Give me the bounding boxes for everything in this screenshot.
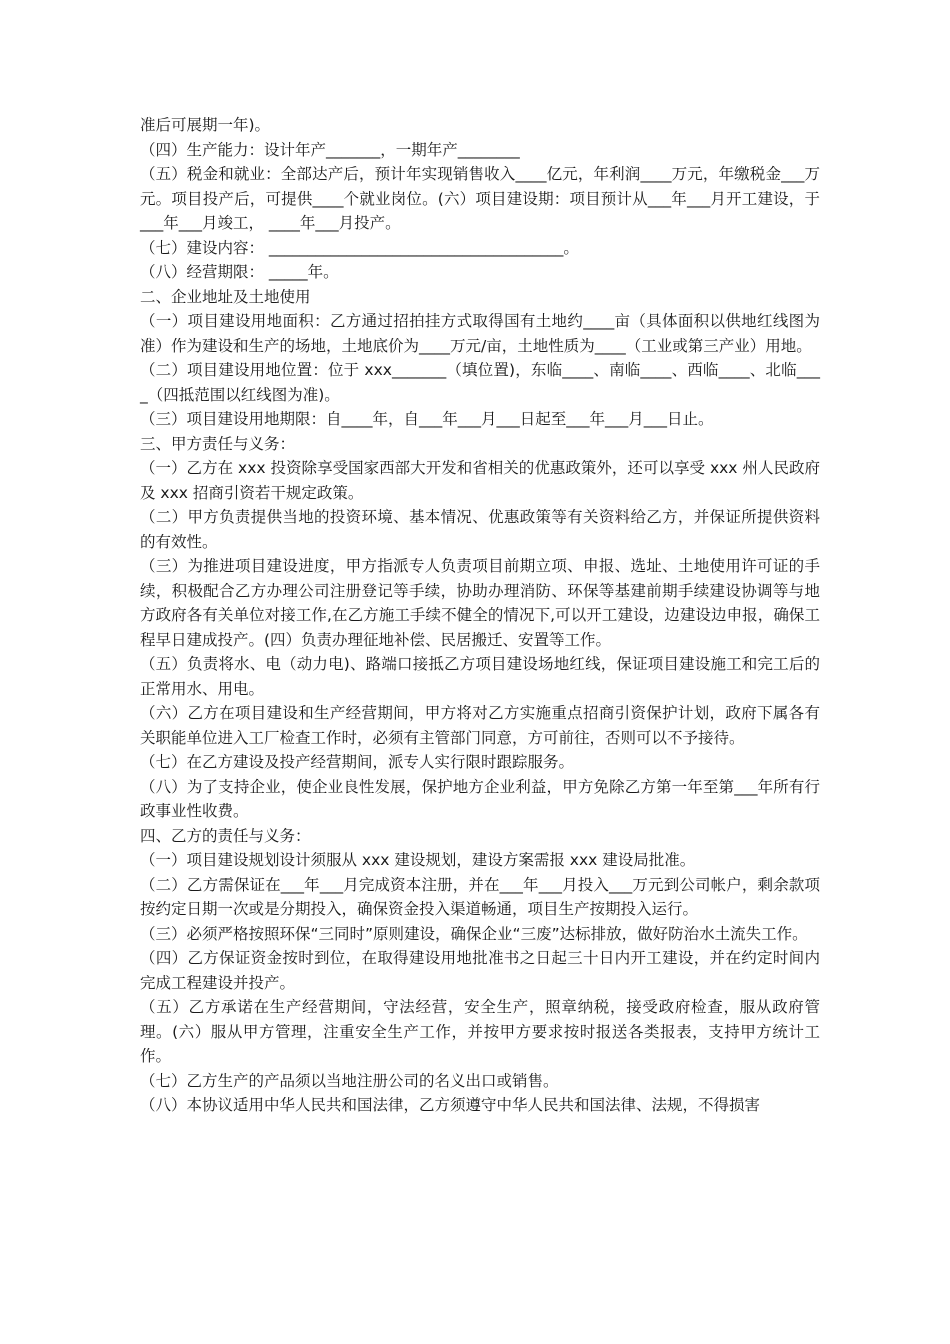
- paragraph-party-b-7: （七）乙方生产的产品须以当地注册公司的名义出口或销售。: [140, 1071, 559, 1090]
- paragraph-party-a-8: （八）为了支持企业，使企业良性发展，保护地方企业利益，甲方免除乙方第一年至第___年所有行政事业性收费。: [140, 777, 820, 820]
- paragraph-party-b-8: （八）本协议适用中华人民共和国法律，乙方须遵守中华人民共和国法律、法规，不得损害: [140, 1096, 761, 1114]
- paragraph-party-a-6: （六）乙方在项目建设和生产经营期间，甲方将对乙方实施重点招商引资保护计划，政府下属各有关职能单位进入工厂检查工作时，必须有主管部门同意，方可前往，否则可以不予接待。: [140, 704, 820, 747]
- paragraph-party-b-5: （五）乙方承诺在生产经营期间，守法经营，安全生产，照章纳税，接受政府检查，服从政府管理。(六）服从甲方管理，注重安全生产工作，并按甲方要求按时报送各类报表，支持甲方统计工作。: [140, 998, 820, 1065]
- section-heading-party-a: 三、甲方责任与义务：: [140, 434, 296, 453]
- section-heading-land: 二、企业地址及土地使用: [140, 287, 311, 306]
- paragraph-land-location: （二）项目建设用地位置：位于 xxx_______（填位置)，东临____、南临____、西临____、北临____（四抵范围以红线图为准)。: [140, 361, 820, 404]
- paragraph-party-b-1: （一）项目建设规划设计须服从 xxx 建设规划，建设方案需报 xxx 建设局批准。: [140, 851, 696, 869]
- paragraph-tax-employment: （五）税金和就业：全部达产后，预计年实现销售收入____亿元，年利润____万元，年缴税金___万元。项目投产后，可提供____个就业岗位。(六）项目建设期：项目预计从___年___月开工建设，于___年___月竣工， ____年___月投产。: [140, 165, 820, 232]
- paragraph-party-a-1: （一）乙方在 xxx 投资除享受国家西部大开发和省相关的优惠政策外，还可以享受 xxx 州人民政府及 xxx 招商引资若干规定政策。: [140, 459, 820, 502]
- paragraph-party-b-4: （四）乙方保证资金按时到位，在取得建设用地批准书之日起三十日内开工建设，并在约定时间内完成工程建设并投产。: [140, 949, 820, 992]
- paragraph-construction-content: （七）建设内容： ______________________________________。: [140, 238, 579, 257]
- paragraph-land-area: （一）项目建设用地面积：乙方通过招拍挂方式取得国有土地约____亩（具体面积以供地红线图为准）作为建设和生产的场地，土地底价为____万元/亩，土地性质为____（工业或第三产业）用地。: [140, 312, 820, 355]
- paragraph-party-a-5: （五）负责将水、电（动力电)、路端口接抵乙方项目建设场地红线，保证项目建设施工和完工后的正常用水、用电。: [140, 655, 820, 698]
- paragraph-party-a-2: （二）甲方负责提供当地的投资环境、基本情况、优惠政策等有关资料给乙方，并保证所提供资料的有效性。: [140, 508, 820, 551]
- paragraph-party-a-3: （三）为推进项目建设进度，甲方指派专人负责项目前期立项、申报、选址、土地使用许可证的手续，积极配合乙方办理公司注册登记等手续，协助办理消防、环保等基建前期手续建设协调等与地方政府各有关单位对接工作,在乙方施工手续不健全的情况下,可以开工建设，边建设边申报，确保工程早日建成投产。(四）负责办理征地补偿、民居搬迁、安置等工作。: [140, 557, 820, 649]
- paragraph-land-term: （三）项目建设用地期限：自____年，自___年___月___日起至___年___月___日止。: [140, 410, 714, 428]
- paragraph-production-capacity: （四）生产能力：设计年产_______，一期年产________: [140, 140, 520, 159]
- paragraph-operation-period: （八）经营期限： _____年。: [140, 263, 339, 281]
- paragraph-extension-note: 准后可展期一年)。: [140, 116, 271, 134]
- paragraph-party-b-3: （三）必须严格按照环保“三同时”原则建设，确保企业“三废”达标排放，做好防治水土流失工作。: [140, 924, 808, 943]
- paragraph-party-b-2: （二）乙方需保证在___年___月完成资本注册，并在___年___月投入___万元到公司帐户，剩余款项按约定日期一次或是分期投入，确保资金投入渠道畅通，项目生产按期投入运行。: [140, 875, 820, 918]
- section-heading-party-b: 四、乙方的责任与义务：: [140, 826, 311, 845]
- paragraph-party-a-7: （七）在乙方建设及投产经营期间，派专人实行限时跟踪服务。: [140, 753, 575, 771]
- document-body: [140, 113, 820, 1118]
